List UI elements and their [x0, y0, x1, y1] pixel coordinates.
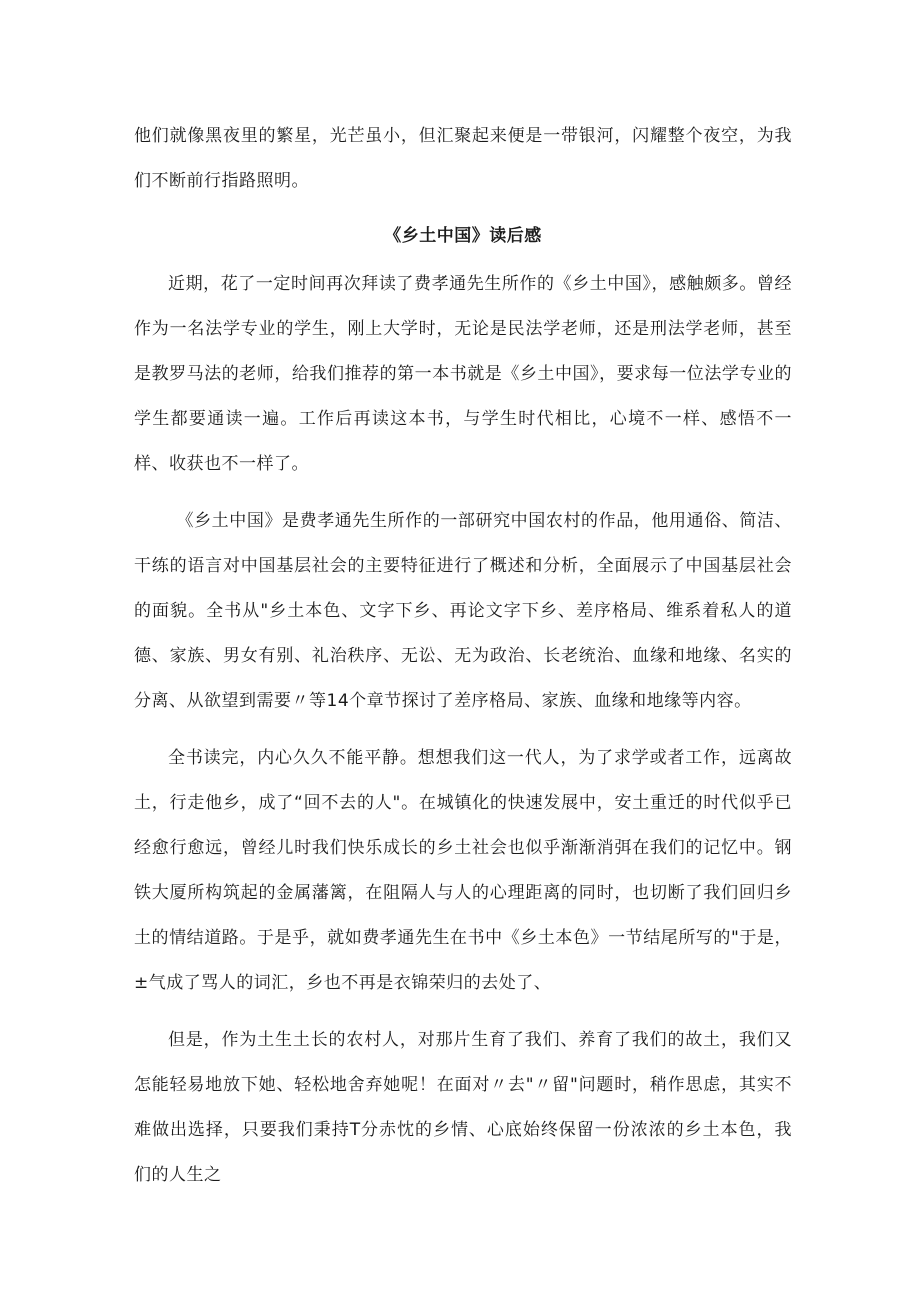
essay-title: 《乡土中国》读后感 [384, 226, 542, 246]
paragraph-1: 近期，花了一定时间再次拜读了费孝通先生所作的《乡土中国》，感触颇多。曾经作为一名法学专业的学生，刚上大学时，无论是民法学老师，还是刑法学老师，甚至是教罗马法的老师，给我们推荐的第一本书就是《乡土中国》，要求每一位法学专业的学生都要通读一遍。工作后再读这本书，与学生时代相比，心境不一样、感悟不一样、收获也不一样了。 [134, 274, 792, 474]
paragraph-4: 但是，作为土生土长的农村人，对那片生育了我们、养育了我们的故土，我们又怎能轻易地放下她、轻松地舍弃她呢！在面对〃去"〃留"问题时，稍作思虑，其实不难做出选择，只要我们秉持T分赤忱的乡情、心底始终保留一份浓浓的乡土本色，我们的人生之 [134, 1030, 792, 1185]
paragraph-3: 全书读完，内心久久不能平静。想想我们这一代人，为了求学或者工作，远离故土，行走他乡，成了“回不去的人"。在城镇化的快速发展中，安土重迁的时代似乎已经愈行愈远，曾经儿时我们快乐成长的乡土社会也似乎渐渐消弭在我们的记忆中。钢铁大厦所构筑起的金属藩篱，在阻隔人与人的心理距离的同时，也切断了我们回归乡土的情结道路。于是乎，就如费孝通先生在书中《乡土本色》一节结尾所写的"于是，±气成了骂人的词汇，乡也不再是衣锦荣归的去处了、 [134, 748, 792, 993]
document-body [134, 114, 792, 1198]
paragraph-2: 《乡土中国》是费孝通先生所作的一部研究中国农村的作品，他用通俗、简洁、干练的语言对中国基层社会的主要特征进行了概述和分析，全面展示了中国基层社会的面貌。全书从"乡土本色、文字下乡、再论文字下乡、差序格局、维系着私人的道德、家族、男女有别、礼治秩序、无讼、无为政治、长老统治、血缘和地缘、名实的分离、从欲望到需要〃等14个章节探讨了差序格局、家族、血缘和地缘等内容。 [134, 511, 792, 711]
intro-paragraph: 他们就像黑夜里的繁星，光芒虽小，但汇聚起来便是一带银河，闪耀整个夜空，为我们不断前行指路照明。 [134, 126, 792, 191]
